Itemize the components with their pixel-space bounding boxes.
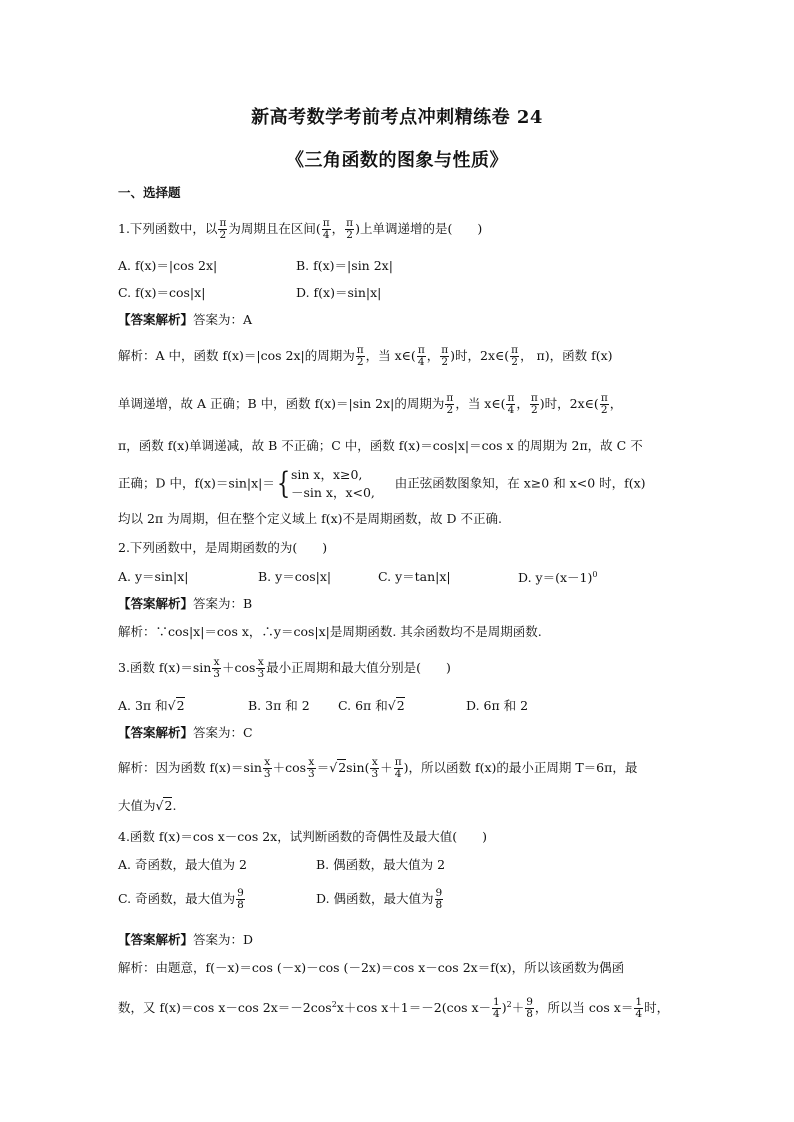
q3-stem: 3.函数 f(x)＝sin $\frac{x}{3}$ ＋cos $\frac{x}{3}$ 最小正周期和最大值分别是( ) — [118, 656, 451, 681]
q2-answer: 【答案解析】答案为：B — [118, 596, 253, 611]
q4-stem: 4.函数 f(x)＝cos x－cos 2x，试判断函数的奇偶性及最大值( ) — [118, 829, 487, 844]
q1-answer: 【答案解析】答案为：A — [118, 312, 253, 327]
fraction: $\frac{\pi}{2}$ — [346, 217, 354, 242]
q1-explain-line3: π，函数 f(x)单调递减，故 B 不正确；C 中，函数 f(x)＝cos|x|＝cos x 的周期为 2π，故 C 不 — [118, 438, 643, 453]
fraction: $\frac{x}{3}$ — [371, 756, 379, 781]
doc-title: 新高考数学考前考点冲刺精练卷 24 — [251, 107, 543, 128]
fraction: $\frac{9}{8}$ — [237, 887, 244, 912]
fraction: $\frac{\pi}{2}$ — [219, 217, 227, 242]
fraction: $\frac{9}{8}$ — [526, 996, 533, 1021]
q1-explain-line1: 解析：A 中，函数 f(x)＝|cos 2x|的周期为 $\frac{\pi}{2}$ ，当 x∈( $\frac{\pi}{4}$ ， $\frac{\pi}{2}$ )时，2x∈( $\frac{\pi}{2}$ ， π)，函数 f(x) — [118, 344, 613, 369]
fraction: $\frac{\pi}{2}$ — [530, 392, 538, 417]
q2-option-c: C. y＝tan|x| — [378, 569, 451, 584]
q1-option-b: B. f(x)＝|sin 2x| — [296, 258, 393, 273]
q1-stem: 1.下列函数中，以 $\frac{\pi}{2}$ 为周期且在区间( $\frac{\pi}{4}$ ， $\frac{\pi}{2}$ )上单调递增的是( ) — [118, 217, 483, 242]
q3-option-a: A. 3π 和√2 — [118, 698, 185, 713]
piecewise-cases: sin x，x≥0, －sin x，x<0, — [290, 467, 375, 501]
q1-explain-line4: 正确；D 中，f(x)＝sin|x|＝{ sin x，x≥0, －sin x，x<0, 由正弦函数图象知，在 x≥0 和 x<0 时，f(x) — [118, 466, 646, 502]
q2-option-d: D. $y=(x-1)^0$ — [518, 570, 598, 586]
q1-option-d: D. f(x)＝sin|x| — [296, 285, 382, 300]
q4-answer: 【答案解析】答案为：D — [118, 932, 254, 947]
fraction: $\frac{x}{3}$ — [257, 656, 265, 681]
q3-explain-line2: 大值为√2. — [118, 798, 177, 813]
fraction: $\frac{\pi}{4}$ — [507, 392, 515, 417]
left-brace: { — [276, 466, 291, 502]
q1-explain-line5: 均以 2π 为周期，但在整个定义域上 f(x)不是周期函数，故 D 不正确. — [118, 511, 502, 526]
section-heading: 一、选择题 — [118, 185, 181, 200]
q1-explain-line2: 单调递增，故 A 正确；B 中，函数 f(x)＝|sin 2x|的周期为 $\frac{\pi}{2}$ ，当 x∈( $\frac{\pi}{4}$ ， $\frac{\pi}{2}$ )时，2x∈( $\frac{\pi}{2}$ ， — [118, 392, 623, 417]
fraction: $\frac{\pi}{4}$ — [394, 756, 402, 781]
fraction: $\frac{1}{4}$ — [635, 996, 643, 1021]
fraction: $\frac{\pi}{2}$ — [441, 344, 449, 369]
doc-subtitle: 《三角函数的图象与性质》 — [286, 150, 508, 171]
q2-stem: 2.下列函数中，是周期函数的为( ) — [118, 540, 328, 555]
q3-option-c: C. 6π 和√2 — [338, 698, 405, 713]
fraction: $\frac{\pi}{2}$ — [600, 392, 608, 417]
fraction: $\frac{x}{3}$ — [263, 756, 271, 781]
fraction: $\frac{\pi}{4}$ — [322, 217, 330, 242]
fraction: $\frac{\pi}{2}$ — [356, 344, 364, 369]
q3-option-d: D. 6π 和 2 — [466, 698, 529, 713]
q4-explain-line2: 数，又 f(x)＝cos x－cos $2x=-2\cos^2x+\cos$ x＋1＝－2(cos x－ $\frac{1}{4}$ )$^2$＋ $\frac{9}{8}$ ，所以当 cos x＝ $\frac{1}{4}$ 时， — [118, 996, 670, 1021]
fraction: $\frac{9}{8}$ — [435, 887, 443, 912]
q3-explain-line1: 解析：因为函数 f(x)＝sin $\frac{x}{3}$ ＋cos $\frac{x}{3}$ ＝√2sin( $\frac{x}{3}$ ＋ $\frac{\pi}{4}$ )，所以函数 f(x)的最小正周期 T＝6π，最 — [118, 756, 638, 781]
q1-option-a: A. f(x)＝|cos 2x| — [118, 258, 218, 273]
q4-option-a: A. 奇函数，最大值为 2 — [118, 857, 247, 872]
q2-option-b: B. y＝cos|x| — [258, 569, 332, 584]
fraction: $\frac{1}{4}$ — [493, 996, 500, 1021]
q3-option-b: B. 3π 和 2 — [248, 698, 310, 713]
fraction: $\frac{x}{3}$ — [308, 756, 315, 781]
q4-option-d: D. 偶函数，最大值为 $\frac{9}{8}$ — [316, 887, 443, 912]
q3-answer: 【答案解析】答案为：C — [118, 725, 253, 740]
q4-option-b: B. 偶函数，最大值为 2 — [316, 857, 446, 872]
q4-option-c: C. 奇函数，最大值为 $\frac{9}{8}$ — [118, 887, 244, 912]
fraction: $\frac{x}{3}$ — [213, 656, 220, 681]
q1-option-c: C. f(x)＝cos|x| — [118, 285, 206, 300]
fraction: $\frac{\pi}{2}$ — [511, 344, 519, 369]
q2-explain: 解析：∵cos|x|＝cos x，∴y＝cos|x|是周期函数. 其余函数均不是周期函数. — [118, 624, 542, 639]
q2-option-a: A. y＝sin|x| — [118, 569, 189, 584]
fraction: $\frac{\pi}{4}$ — [417, 344, 425, 369]
fraction: $\frac{\pi}{2}$ — [446, 392, 454, 417]
q4-explain-line1: 解析：由题意，f(－x)＝cos (－x)－cos (－2x)＝cos x－cos 2x＝f(x)，所以该函数为偶函 — [118, 960, 625, 975]
